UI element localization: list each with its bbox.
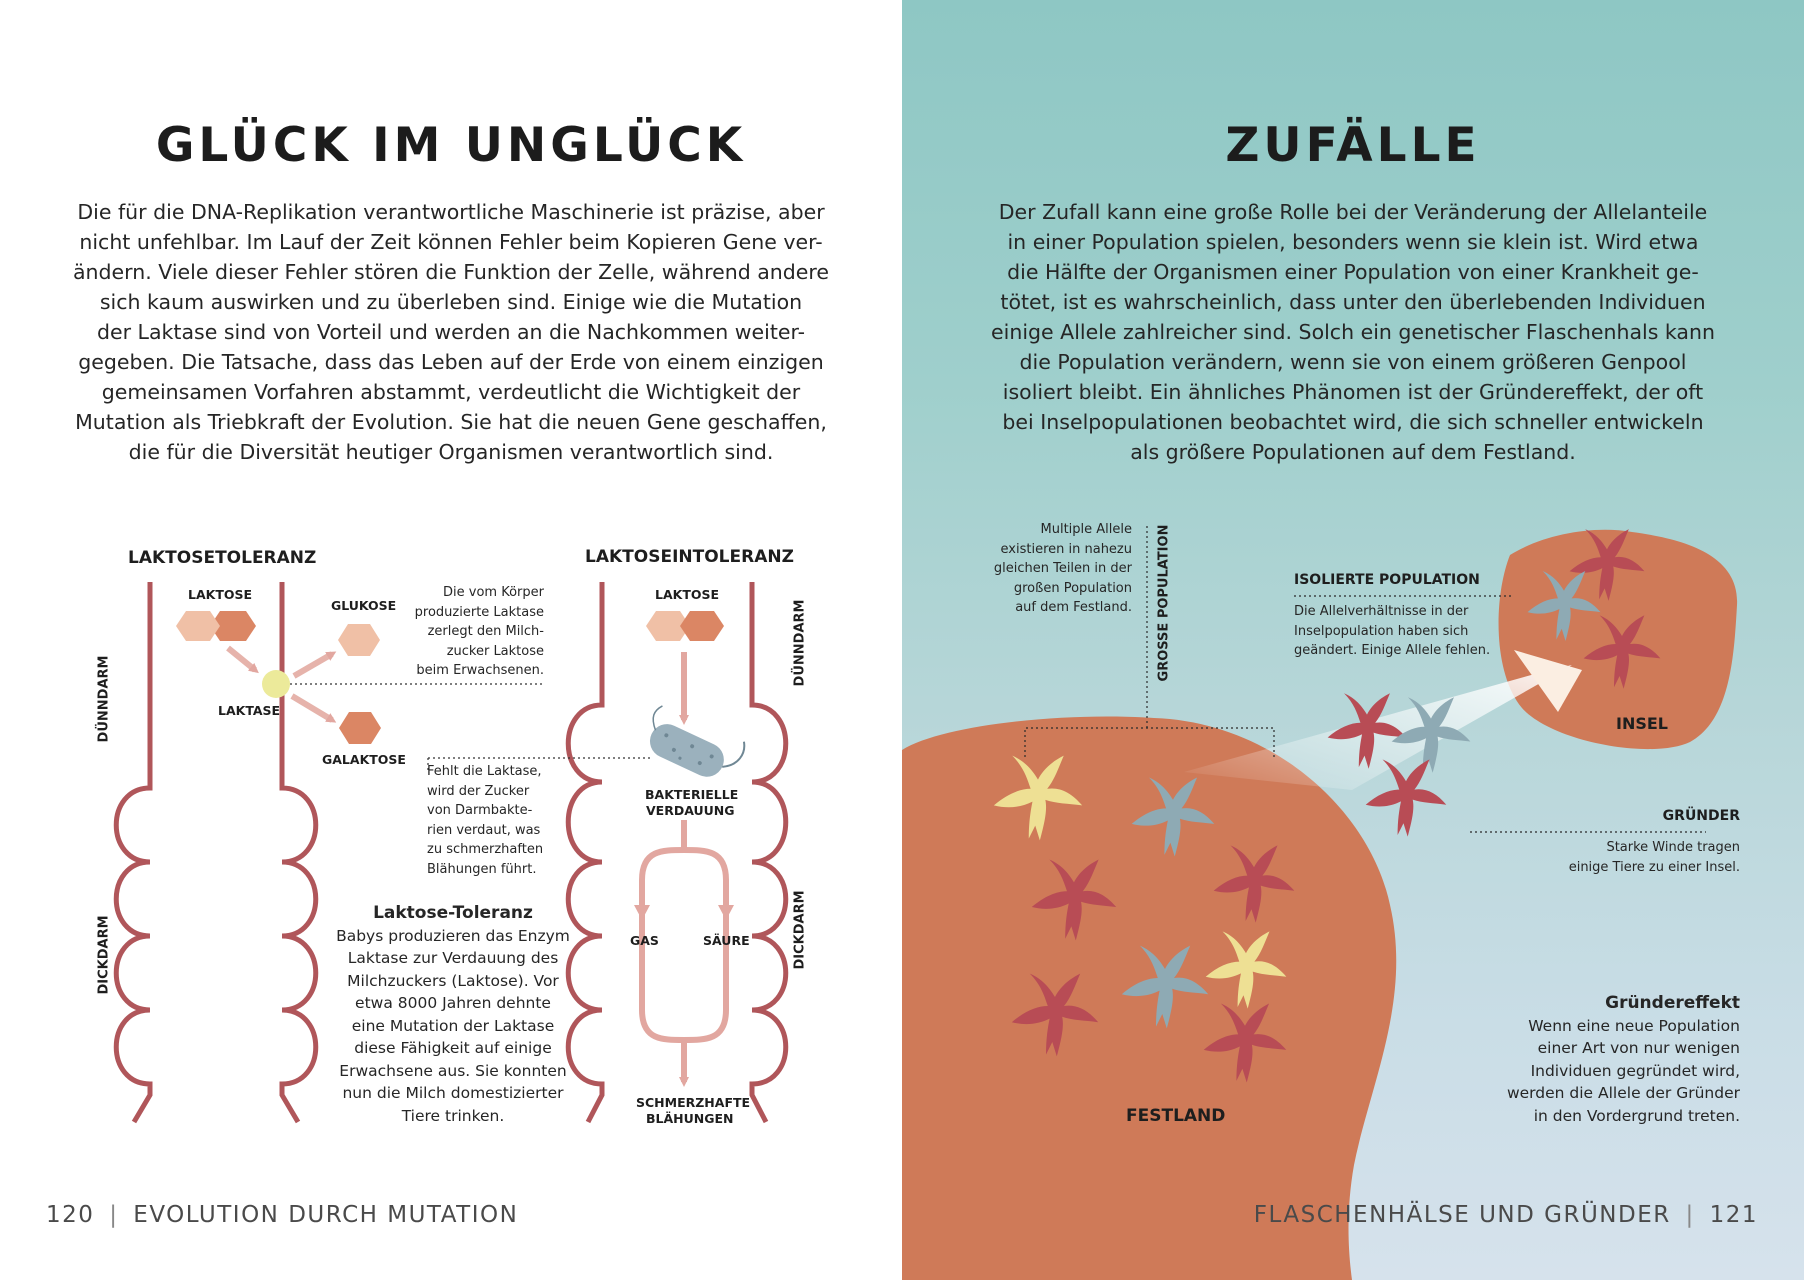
right-page-title: ZUFÄLLE — [1225, 118, 1481, 173]
isolated-population-heading: ISOLIERTE POPULATION — [1294, 572, 1480, 588]
footer-separator: | — [1685, 1202, 1695, 1228]
note-line: Die Allelverhältnisse in der — [1294, 604, 1469, 619]
galaktose-molecule — [339, 712, 381, 744]
intro-line: bei Inselpopulationen beobachtet wird, die sich schneller entwickeln — [1002, 410, 1704, 434]
intestine-walls-tolerance — [116, 582, 316, 1122]
right-page — [902, 0, 1804, 1280]
page-number-left: 120 — [46, 1202, 95, 1228]
note-line: geändert. Einige Allele fehlen. — [1294, 643, 1491, 658]
note-line: einige Tiere zu einer Insel. — [1568, 859, 1740, 875]
dickdarm-label-right: DICKDARM — [792, 890, 808, 970]
laktase-note — [398, 583, 544, 681]
note-line: Blähungen führt. — [427, 861, 537, 877]
glukose-molecule — [338, 624, 380, 656]
intro-line: ändern. Viele dieser Fehler stören die Funktion der Zelle, während andere — [72, 260, 830, 284]
note-line: existieren in nahezu — [1000, 541, 1132, 557]
intro-line: als größere Populationen auf dem Festland. — [1130, 440, 1576, 464]
effect-line: Wenn eine neue Population — [1528, 1016, 1740, 1035]
bacterium-icon — [639, 702, 748, 787]
mainland-shape — [902, 717, 1396, 1280]
pain-label-2: BLÄHUNGEN — [646, 1111, 734, 1126]
note-line: rien verdaut, was — [427, 822, 541, 838]
right-intro-text — [972, 197, 1734, 467]
note-line: Fehlt die Laktase, — [427, 764, 542, 779]
missing-laktase-note — [427, 762, 587, 879]
large-population-label: GROSSE POPULATION — [1156, 524, 1172, 682]
box-line: Tiere trinken. — [401, 1106, 505, 1125]
effect-line: einer Art von nur wenigen — [1537, 1039, 1740, 1057]
effect-line: in den Vordergrund treten. — [1533, 1106, 1740, 1125]
chapter-title-left: EVOLUTION DURCH MUTATION — [133, 1202, 519, 1228]
duenndarm-label-right: DÜNNDARM — [792, 599, 808, 687]
note-line: auf dem Festland. — [1015, 600, 1132, 615]
intro-line: tötet, ist es wahrscheinlich, dass unter den überlebenden Individuen — [1000, 290, 1706, 314]
note-line: zu schmerzhaften — [427, 842, 544, 857]
intro-line: sich kaum auswirken und zu überleben sind. Einige wie die Mutation — [99, 290, 803, 314]
gas-arrow-heads — [634, 905, 734, 920]
note-line: beim Erwachsenen. — [416, 663, 544, 678]
intro-line: Die für die DNA-Replikation verantwortliche Maschinerie ist präzise, aber — [77, 200, 825, 224]
effect-line: Individuen gegründet wird, — [1530, 1061, 1740, 1080]
pain-label-1: SCHMERZHAFTE — [636, 1095, 751, 1110]
note-line: großen Population — [1013, 580, 1132, 596]
box-title: Laktose-Toleranz — [373, 903, 533, 923]
right-footer — [1254, 1202, 1758, 1228]
box-line: Babys produzieren das Enzym — [336, 926, 570, 945]
note-line: Starke Winde tragen — [1606, 840, 1740, 855]
gas-label: GAS — [630, 933, 659, 948]
founder-note — [1502, 838, 1740, 877]
note-line: produzierte Laktase — [414, 604, 544, 620]
founder-heading: GRÜNDER — [1662, 808, 1740, 824]
box-line: Erwachsene aus. Sie konnten — [339, 1061, 567, 1080]
tolerance-heading: LAKTOSETOLERANZ — [128, 548, 317, 568]
dickdarm-label-left: DICKDARM — [96, 915, 112, 995]
intro-line: in einer Population spielen, besonders wenn sie klein ist. Wird etwa — [1007, 230, 1699, 254]
intro-line: nicht unfehlbar. Im Lauf der Zeit können Fehler beim Kopieren Gene ver- — [79, 230, 823, 254]
chapter-title-right: FLASCHENHÄLSE UND GRÜNDER — [1253, 1202, 1671, 1228]
note-line: zerlegt den Milch- — [427, 624, 544, 639]
digestion-arrows — [642, 652, 726, 1082]
lactose-molecule-tolerance — [176, 611, 256, 641]
island-label: INSEL — [1616, 714, 1668, 733]
intro-line: die für die Diversität heutiger Organismen verantwortlich sind. — [128, 440, 774, 464]
note-line: gleichen Teilen in der — [993, 561, 1132, 576]
laktase-label: LAKTASE — [218, 703, 281, 718]
mainland-label: FESTLAND — [1126, 1106, 1226, 1126]
intro-line: die Hälfte der Organismen einer Population von einer Krankheit ge- — [1007, 260, 1699, 284]
effect-line: werden die Allele der Gründer — [1506, 1084, 1740, 1102]
laktase-enzyme — [262, 670, 290, 698]
note-line: von Darmbakte- — [427, 803, 533, 818]
intro-line: gegeben. Die Tatsache, dass das Leben auf der Erde von einem einzigen — [78, 350, 824, 374]
intro-line: die Population verändern, wenn sie von einem größeren Genpool — [1019, 350, 1687, 374]
multiple-alleles-note — [948, 520, 1132, 618]
bacterial-label-2: VERDAUUNG — [646, 803, 735, 818]
note-line: zucker Laktose — [446, 643, 544, 659]
intro-line: der Laktase sind von Vorteil und werden an die Nachkommen weiter- — [96, 320, 806, 344]
note-line: Multiple Allele — [1040, 522, 1132, 537]
box-line: nun die Milch domestizierter — [342, 1084, 564, 1102]
founder-effect-box — [1462, 992, 1740, 1127]
glukose-label: GLUKOSE — [331, 598, 397, 613]
box-line: Laktase zur Verdauung des — [347, 949, 559, 967]
note-line: Inselpopulation haben sich — [1294, 623, 1469, 639]
intro-line: isoliert bleibt. Ein ähnliches Phänomen ist der Gründereffekt, der oft — [1002, 380, 1704, 404]
intro-line: Mutation als Triebkraft der Evolution. Sie hat die neuen Gene geschaffen, — [75, 410, 827, 434]
lactose-tolerance-box — [328, 902, 578, 1127]
effect-title: Gründereffekt — [1605, 993, 1740, 1013]
laktose-label-right: LAKTOSE — [655, 587, 720, 602]
left-page-title: GLÜCK IM UNGLÜCK — [155, 118, 747, 173]
note-line: Die vom Körper — [443, 585, 544, 600]
left-footer — [46, 1202, 518, 1228]
bacterial-label-1: BAKTERIELLE — [645, 787, 739, 802]
saeure-label: SÄURE — [703, 933, 750, 948]
intro-line: einige Allele zahlreicher sind. Solch ein genetischer Flaschenhals kann — [991, 320, 1715, 344]
box-line: diese Fähigkeit auf einige — [354, 1039, 552, 1057]
box-line: eine Mutation der Laktase — [351, 1016, 555, 1035]
lactose-molecule-intolerance — [646, 611, 724, 641]
intro-line: Der Zufall kann eine große Rolle bei der Veränderung der Allelanteile — [998, 200, 1708, 224]
box-line: Milchzuckers (Laktose). Vor — [347, 971, 559, 990]
box-line: etwa 8000 Jahren dehnte — [355, 994, 551, 1012]
note-line: wird der Zucker — [427, 783, 530, 799]
isolated-population-note — [1294, 602, 1514, 661]
footer-separator: | — [109, 1202, 119, 1228]
page-number-right: 121 — [1709, 1202, 1758, 1228]
duenndarm-label-left: DÜNNDARM — [96, 655, 112, 743]
intolerance-heading: LAKTOSEINTOLERANZ — [585, 547, 794, 567]
laktose-label: LAKTOSE — [188, 587, 253, 602]
galaktose-label: GALAKTOSE — [322, 752, 406, 767]
intro-line: gemeinsamen Vorfahren abstammt, verdeutlicht die Wichtigkeit der — [101, 380, 801, 404]
